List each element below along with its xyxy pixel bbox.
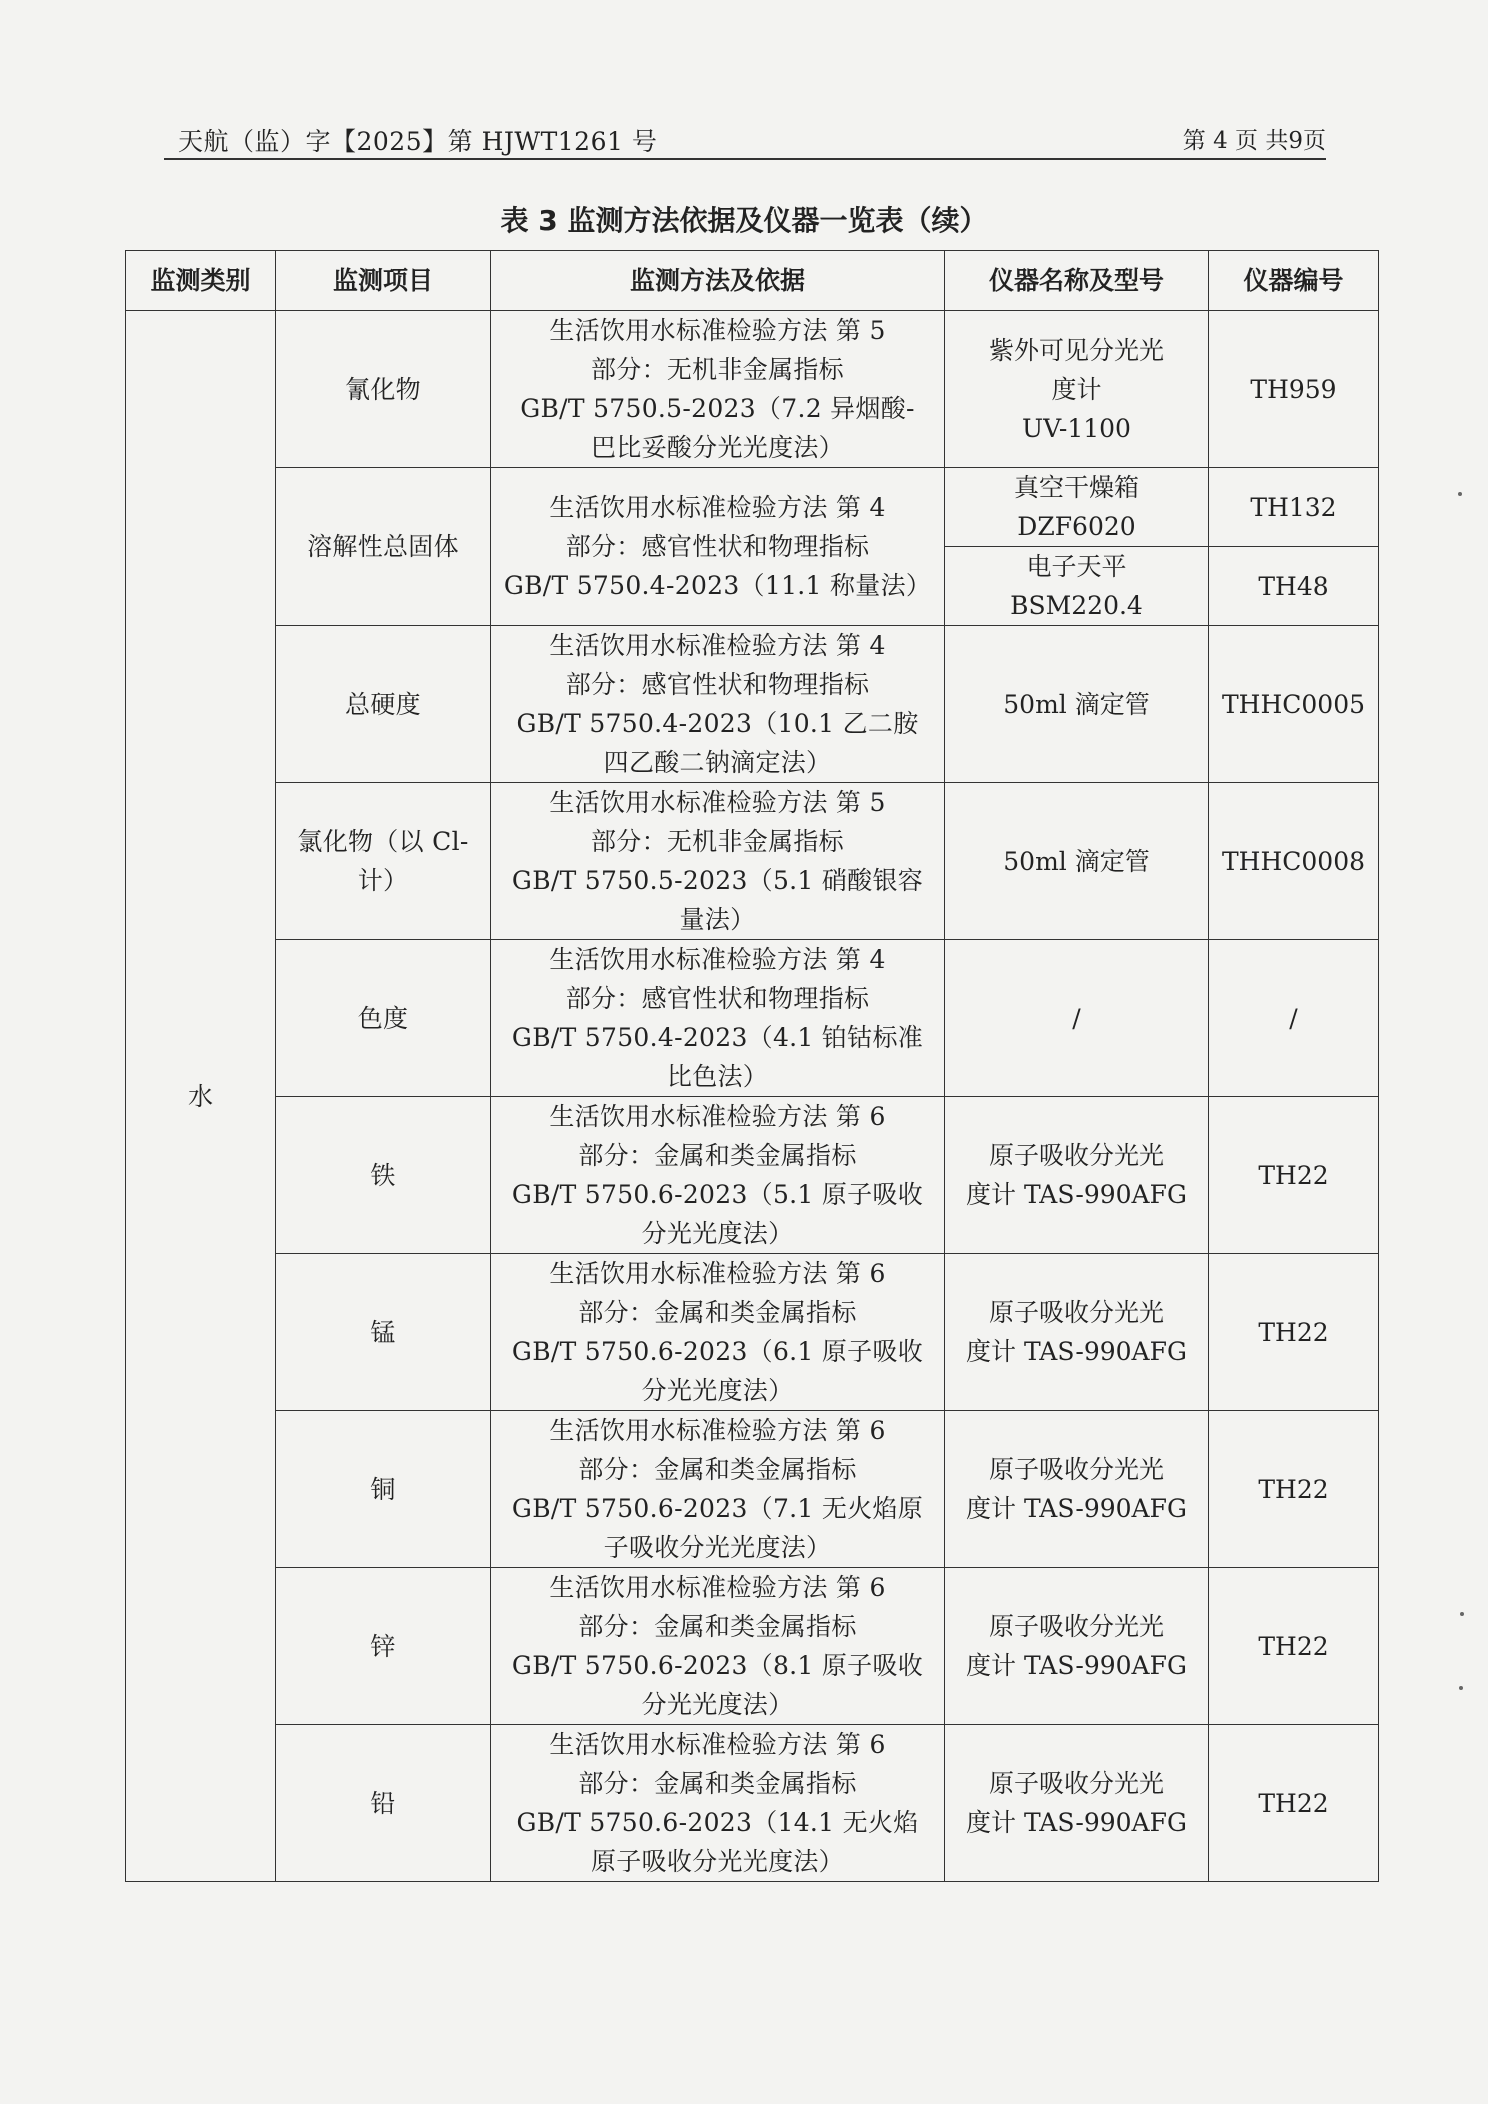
table-title: 表 3 监测方法依据及仪器一览表（续） [500, 204, 988, 237]
method-cell: 生活饮用水标准检验方法 第 4 部分：感官性状和物理指标 GB/T 5750.4-2023（11.1 称量法） [491, 468, 945, 626]
column-header: 仪器名称及型号 [945, 251, 1209, 311]
table-row [126, 1725, 1379, 1882]
method-cell: 生活饮用水标准检验方法 第 6 部分：金属和类金属指标 GB/T 5750.6-2023（7.1 无火焰原 子吸收分光光度法） [491, 1411, 945, 1568]
instrument-id-cell: THHC0008 [1209, 783, 1379, 940]
header-rule [164, 158, 1326, 160]
item-cell: 色度 [276, 940, 491, 1097]
instrument-id-cell: TH22 [1209, 1254, 1379, 1411]
item-cell: 铁 [276, 1097, 491, 1254]
instrument-cell: / [945, 940, 1209, 1097]
instrument-id-cell: TH132 [1209, 468, 1379, 547]
method-cell: 生活饮用水标准检验方法 第 6 部分：金属和类金属指标 GB/T 5750.6-2023（8.1 原子吸收 分光光度法） [491, 1568, 945, 1725]
item-cell: 总硬度 [276, 626, 491, 783]
table-row [126, 940, 1379, 1097]
category-cell: 水 [126, 311, 276, 1882]
methods-instruments-table [125, 250, 1379, 1882]
method-cell: 生活饮用水标准检验方法 第 6 部分：金属和类金属指标 GB/T 5750.6-2023（14.1 无火焰 原子吸收分光光度法） [491, 1725, 945, 1882]
table-row [126, 783, 1379, 940]
instrument-cell: 电子天平 BSM220.4 [945, 547, 1209, 626]
instrument-cell: 50ml 滴定管 [945, 783, 1209, 940]
item-cell: 氯化物（以 Cl- 计） [276, 783, 491, 940]
instrument-id-cell: TH48 [1209, 547, 1379, 626]
instrument-cell: 原子吸收分光光 度计 TAS-990AFG [945, 1725, 1209, 1882]
instrument-id-cell: TH22 [1209, 1568, 1379, 1725]
instrument-cell: 原子吸收分光光 度计 TAS-990AFG [945, 1254, 1209, 1411]
item-cell: 铅 [276, 1725, 491, 1882]
instrument-cell: 原子吸收分光光 度计 TAS-990AFG [945, 1411, 1209, 1568]
table-row [126, 1411, 1379, 1568]
scan-speck [1458, 492, 1462, 496]
item-cell: 铜 [276, 1411, 491, 1568]
instrument-id-cell: TH22 [1209, 1725, 1379, 1882]
table-header-row [126, 251, 1379, 311]
instrument-id-cell: THHC0005 [1209, 626, 1379, 783]
column-header: 监测方法及依据 [491, 251, 945, 311]
item-cell: 锰 [276, 1254, 491, 1411]
instrument-cell: 紫外可见分光光 度计 UV-1100 [945, 311, 1209, 468]
item-cell: 锌 [276, 1568, 491, 1725]
method-cell: 生活饮用水标准检验方法 第 5 部分：无机非金属指标 GB/T 5750.5-2023（7.2 异烟酸- 巴比妥酸分光光度法） [491, 311, 945, 468]
instrument-id-cell: TH22 [1209, 1411, 1379, 1568]
instrument-cell: 原子吸收分光光 度计 TAS-990AFG [945, 1568, 1209, 1725]
table-row [126, 1097, 1379, 1254]
method-cell: 生活饮用水标准检验方法 第 4 部分：感官性状和物理指标 GB/T 5750.4-2023（10.1 乙二胺 四乙酸二钠滴定法） [491, 626, 945, 783]
table-row [126, 626, 1379, 783]
scan-speck [1459, 1686, 1463, 1690]
method-cell: 生活饮用水标准检验方法 第 6 部分：金属和类金属指标 GB/T 5750.6-2023（5.1 原子吸收 分光光度法） [491, 1097, 945, 1254]
method-cell: 生活饮用水标准检验方法 第 4 部分：感官性状和物理指标 GB/T 5750.4-2023（4.1 铂钴标准 比色法） [491, 940, 945, 1097]
scan-speck [1460, 1612, 1464, 1616]
table-row [126, 1254, 1379, 1411]
table-row [126, 1568, 1379, 1725]
instrument-id-cell: TH22 [1209, 1097, 1379, 1254]
instrument-cell: 原子吸收分光光 度计 TAS-990AFG [945, 1097, 1209, 1254]
column-header: 监测项目 [276, 251, 491, 311]
column-header: 监测类别 [126, 251, 276, 311]
column-header: 仪器编号 [1209, 251, 1379, 311]
report-number: 天航（监）字【2025】第 HJWT1261 号 [178, 127, 658, 156]
instrument-cell: 真空干燥箱 DZF6020 [945, 468, 1209, 547]
page-indicator: 第 4 页 共9页 [1182, 128, 1326, 154]
method-cell: 生活饮用水标准检验方法 第 6 部分：金属和类金属指标 GB/T 5750.6-2023（6.1 原子吸收 分光光度法） [491, 1254, 945, 1411]
method-cell: 生活饮用水标准检验方法 第 5 部分：无机非金属指标 GB/T 5750.5-2023（5.1 硝酸银容 量法） [491, 783, 945, 940]
instrument-id-cell: TH959 [1209, 311, 1379, 468]
item-cell: 溶解性总固体 [276, 468, 491, 626]
instrument-cell: 50ml 滴定管 [945, 626, 1209, 783]
instrument-id-cell: / [1209, 940, 1379, 1097]
table-row [126, 468, 1379, 547]
table-row [126, 311, 1379, 468]
item-cell: 氰化物 [276, 311, 491, 468]
